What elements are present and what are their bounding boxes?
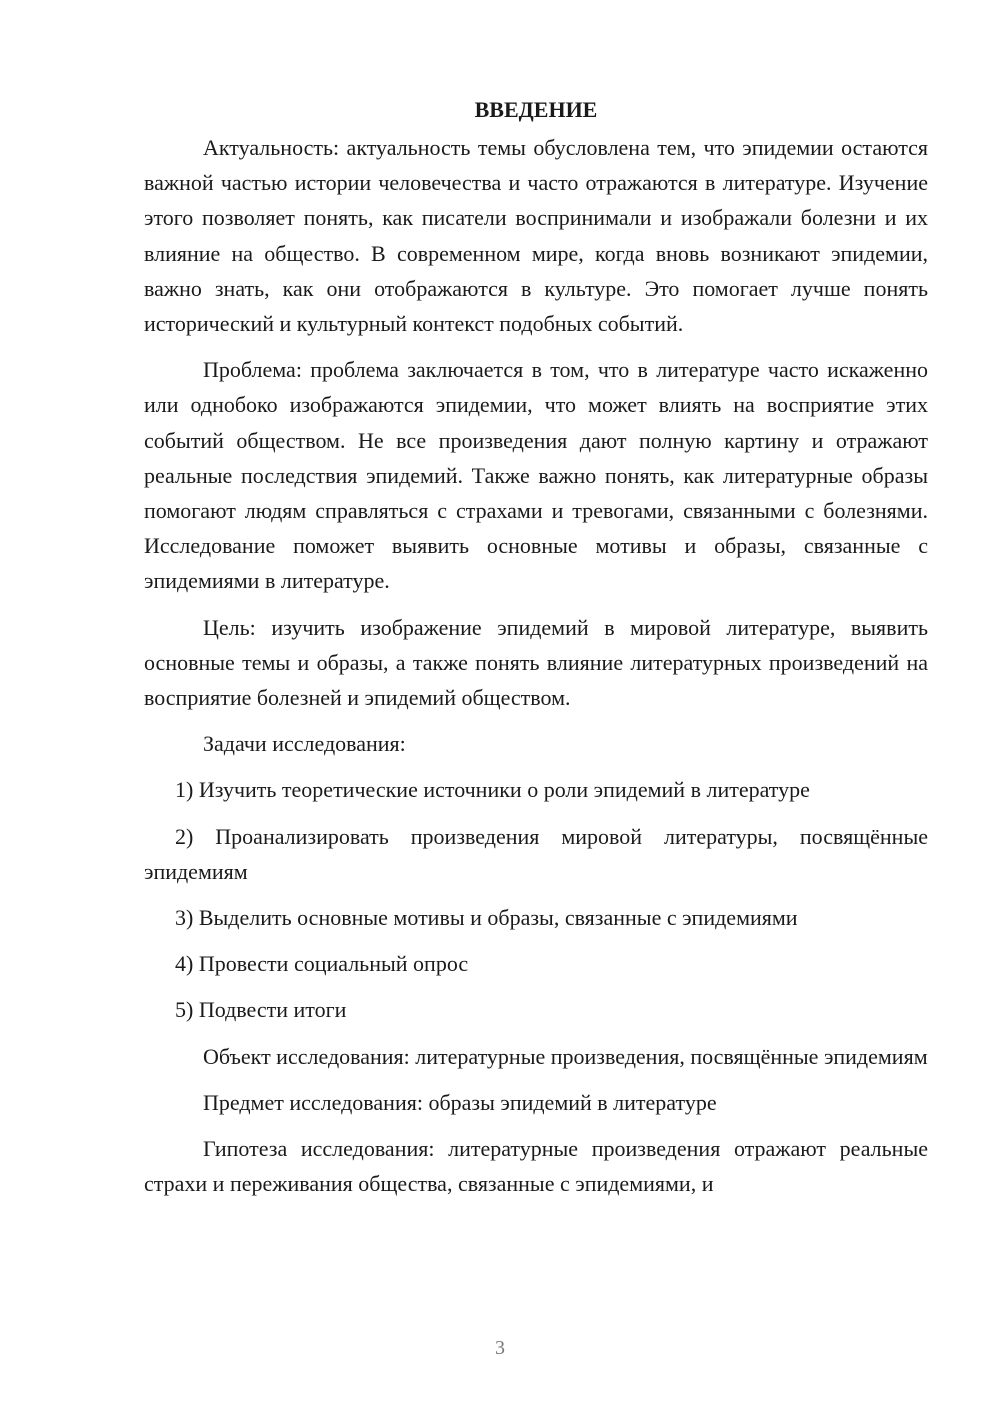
paragraph-object: Объект исследования: литературные произведения, посвящённые эпидемиям (203, 1043, 928, 1069)
document-page (144, 92, 928, 1201)
paragraph-hypothesis: Гипотеза исследования: литературные произведения отражают реальные страхи и переживания общества, связанные с эпидемиями, и (144, 1136, 928, 1197)
paragraph-problem: Проблема: проблема заключается в том, что в литературе часто искаженно или однобоко изображаются эпидемии, что может влиять на восприятие этих событий обществом. Не все произведения дают полную картину и отражают реальные последствия эпидемий. Также важно понять, как литературные образы помогают людям справляться с страхами и тревогами, связанными с болезнями. Исследование поможет выявить основные мотивы и образы, связанные с эпидемиями в литературе. (144, 357, 928, 594)
task-item-2: 2) Проанализировать произведения мировой литературы, посвящённые эпидемиям (144, 823, 928, 884)
task-item-4: 4) Провести социальный опрос (175, 951, 469, 977)
task-item-1: 1) Изучить теоретические источники о роли эпидемий в литературе (175, 777, 810, 803)
paragraph-relevance: Актуальность: актуальность темы обусловлена тем, что эпидемии остаются важной частью истории человечества и часто отражаются в литературе. Изучение этого позволяет понять, как писатели воспринимали и изображали болезни и их влияние на общество. В современном мире, когда вновь возникают эпидемии, важно знать, как они отображаются в культуре. Это помогает лучше понять исторический и культурный контекст подобных событий. (144, 135, 928, 337)
tasks-heading: Задачи исследования: (203, 731, 406, 757)
page-number: 3 (495, 1337, 505, 1359)
task-item-3: 3) Выделить основные мотивы и образы, связанные с эпидемиями (175, 905, 798, 931)
paragraph-subject: Предмет исследования: образы эпидемий в литературе (203, 1089, 717, 1115)
section-title: ВВЕДЕНИЕ (474, 97, 598, 122)
task-item-5: 5) Подвести итоги (175, 997, 347, 1023)
paragraph-goal: Цель: изучить изображение эпидемий в мировой литературе, выявить основные темы и образы, а также понять влияние литературных произведений на восприятие болезней и эпидемий обществом. (144, 614, 928, 711)
